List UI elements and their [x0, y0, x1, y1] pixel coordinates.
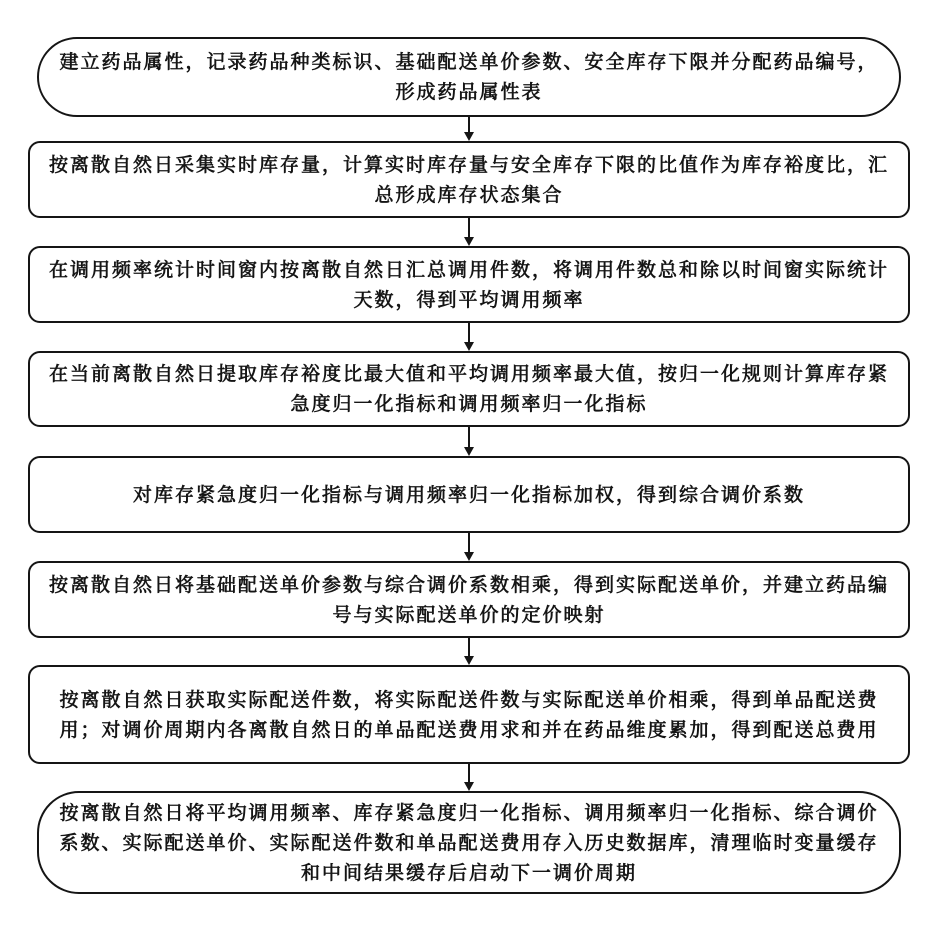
step-8-text: 按离散自然日将平均调用频率、库存紧急度归一化指标、调用频率归一化指标、综合调价系数、实际配送单价、实际配送件数和单品配送费用存入历史数据库，清理临时变量缓存和中间结果缓存后启动下一调价周期 [59, 801, 879, 884]
flowchart-step-2 [28, 141, 910, 218]
arrow-head [464, 552, 474, 561]
step-1-text: 建立药品属性，记录药品种类标识、基础配送单价参数、安全库存下限并分配药品编号，形成药品属性表 [59, 51, 879, 103]
down-arrow-icon-4 [459, 427, 479, 456]
flowchart-step-7 [28, 665, 910, 764]
arrow-head [464, 342, 474, 351]
arrow-shaft [468, 427, 470, 448]
flowchart-step-1 [37, 37, 901, 117]
arrow-head [464, 782, 474, 791]
arrow-shaft [468, 533, 470, 553]
step-4-text: 在当前离散自然日提取库存裕度比最大值和平均调用频率最大值，按归一化规则计算库存紧急度归一化指标和调用频率归一化指标 [48, 363, 889, 415]
arrow-shaft [468, 323, 470, 343]
down-arrow-icon-3 [459, 323, 479, 351]
arrow-head [464, 132, 474, 141]
step-2-text: 按离散自然日采集实时库存量，计算实时库存量与安全库存下限的比值作为库存裕度比，汇总形成库存状态集合 [48, 153, 889, 206]
arrow-shaft [468, 218, 470, 238]
arrow-head [464, 447, 474, 456]
down-arrow-icon-7 [459, 764, 479, 791]
down-arrow-icon-2 [459, 218, 479, 246]
step-3-text: 在调用频率统计时间窗内按离散自然日汇总调用件数，将调用件数总和除以时间窗实际统计天数，得到平均调用频率 [48, 258, 889, 311]
down-arrow-icon-5 [459, 533, 479, 561]
arrow-shaft [468, 764, 470, 783]
flowchart-step-8 [37, 791, 901, 894]
down-arrow-icon-1 [459, 117, 479, 141]
step-7-text: 按离散自然日获取实际配送件数，将实际配送件数与实际配送单价相乘，得到单品配送费用；对调价周期内各离散自然日的单品配送费用求和并在药品维度累加，得到配送总费用 [59, 688, 879, 741]
arrow-head [464, 237, 474, 246]
flowchart-step-4 [28, 351, 910, 427]
flowchart-step-5 [28, 456, 910, 533]
step-6-text: 按离散自然日将基础配送单价参数与综合调价系数相乘，得到实际配送单价，并建立药品编号与实际配送单价的定价映射 [48, 573, 889, 626]
step-5-text: 对库存紧急度归一化指标与调用频率归一化指标加权，得到综合调价系数 [132, 483, 805, 506]
arrow-shaft [468, 638, 470, 657]
arrow-shaft [468, 117, 470, 133]
down-arrow-icon-6 [459, 638, 479, 665]
flowchart-step-3 [28, 246, 910, 323]
flowchart-step-6 [28, 561, 910, 638]
arrow-head [464, 656, 474, 665]
